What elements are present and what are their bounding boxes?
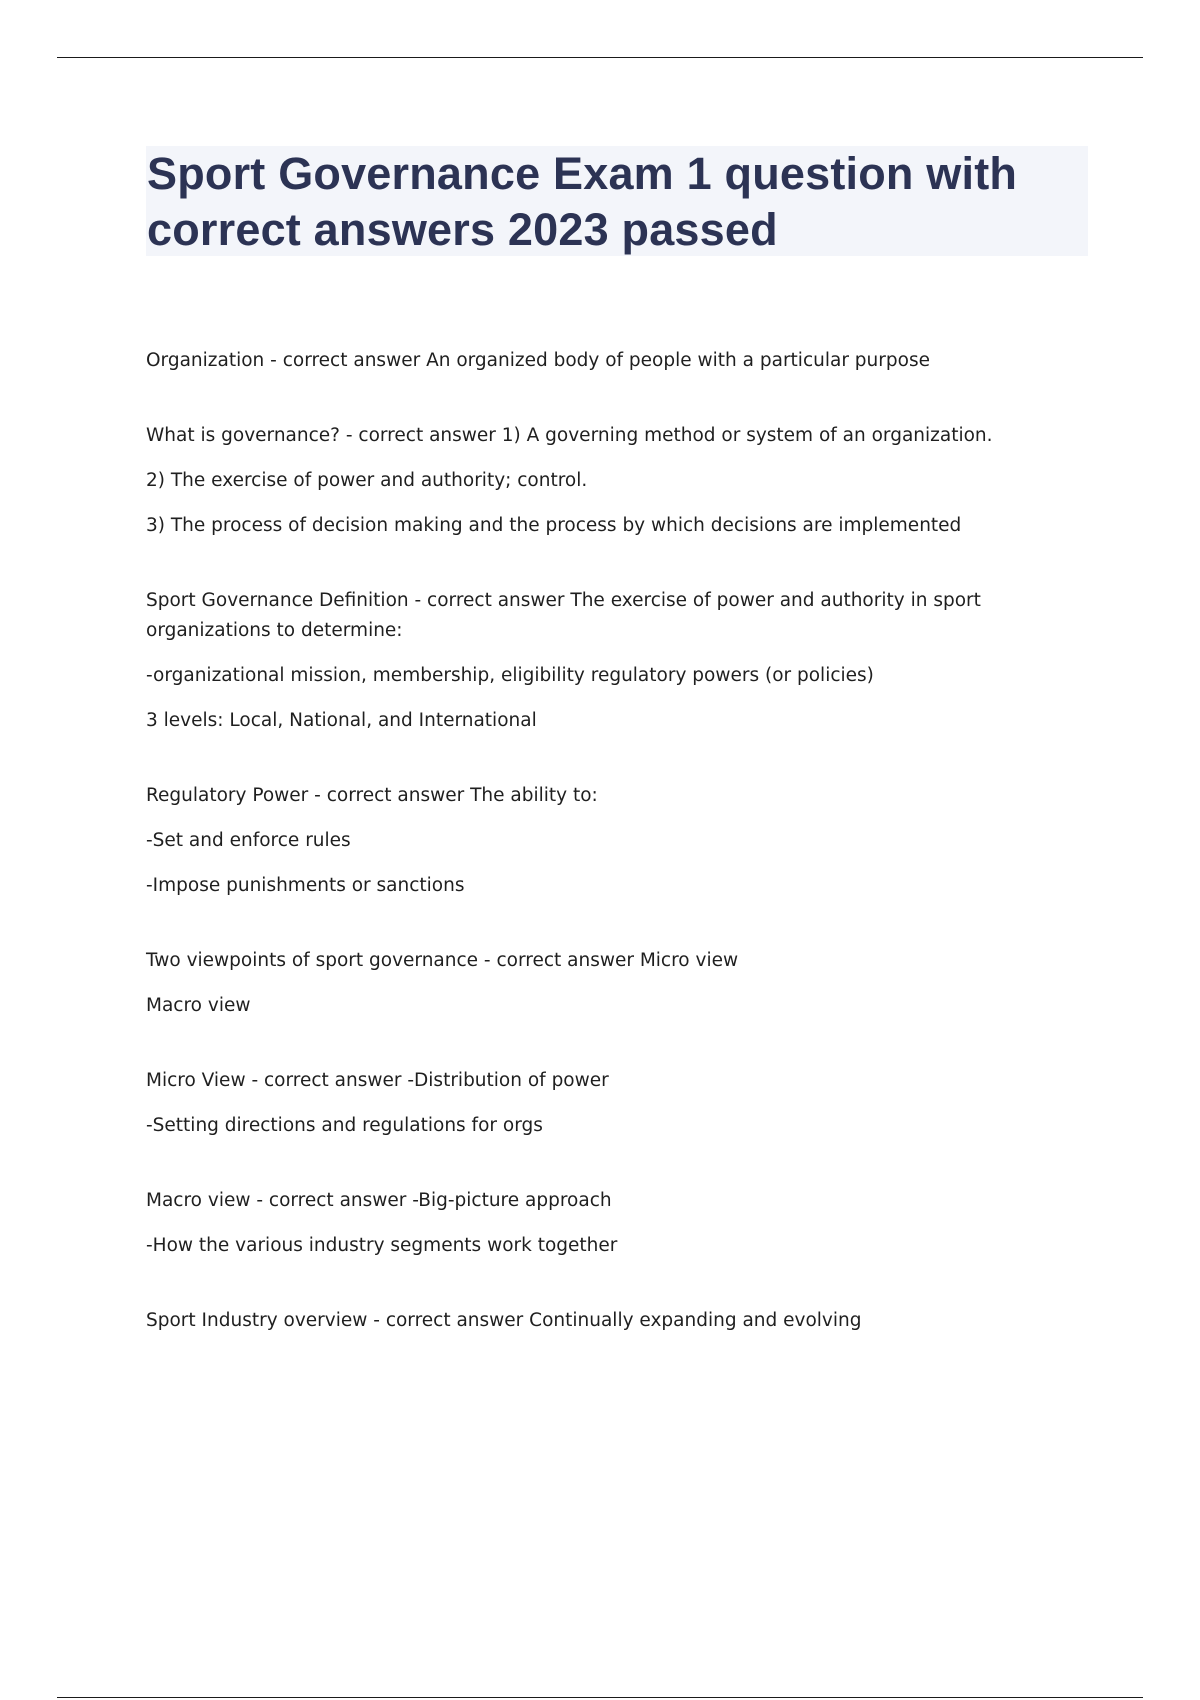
entry-line: 3) The process of decision making and the process by which decisions are implemented	[146, 515, 962, 536]
qa-entry-regulatory-power	[146, 781, 1096, 901]
entry-line: Regulatory Power - correct answer The ability to:	[146, 785, 598, 806]
qa-entry-governance	[146, 421, 1096, 541]
entry-line: Micro View - correct answer -Distribution of power	[146, 1070, 609, 1091]
title-banner	[146, 146, 1088, 256]
qa-entry-two-viewpoints	[146, 946, 1096, 1021]
entry-line: Macro view	[146, 995, 251, 1016]
entry-line: -How the various industry segments work together	[146, 1235, 618, 1256]
entry-line: -Impose punishments or sanctions	[146, 875, 465, 896]
entry-line: Macro view - correct answer -Big-picture approach	[146, 1190, 612, 1211]
entry-line: Sport Industry overview - correct answer Continually expanding and evolving	[146, 1310, 862, 1331]
entry-line: What is governance? - correct answer 1) A governing method or system of an organization.	[146, 425, 993, 446]
document-title: Sport Governance Exam 1 question with correct answers 2023 passed	[147, 148, 1018, 255]
entry-line: 2) The exercise of power and authority; control.	[146, 470, 588, 491]
entry-line: Sport Governance Definition - correct answer The exercise of power and authority in sport organizations to determine:	[146, 590, 981, 641]
qa-entry-organization	[146, 346, 1096, 376]
qa-entry-sport-governance-definition	[146, 586, 1096, 736]
entry-line: -Setting directions and regulations for orgs	[146, 1115, 543, 1136]
entry-line: Two viewpoints of sport governance - correct answer Micro view	[146, 950, 739, 971]
entry-line: Organization - correct answer An organized body of people with a particular purpose	[146, 350, 930, 371]
document-body	[146, 346, 1096, 1381]
qa-entry-macro-view	[146, 1186, 1096, 1261]
qa-entry-sport-industry-overview	[146, 1306, 1096, 1336]
entry-line: -Set and enforce rules	[146, 830, 351, 851]
top-rule	[57, 57, 1143, 58]
qa-entry-micro-view	[146, 1066, 1096, 1141]
bottom-rule	[57, 1697, 1143, 1698]
entry-line: -organizational mission, membership, eligibility regulatory powers (or policies)	[146, 665, 874, 686]
entry-line: 3 levels: Local, National, and International	[146, 710, 537, 731]
